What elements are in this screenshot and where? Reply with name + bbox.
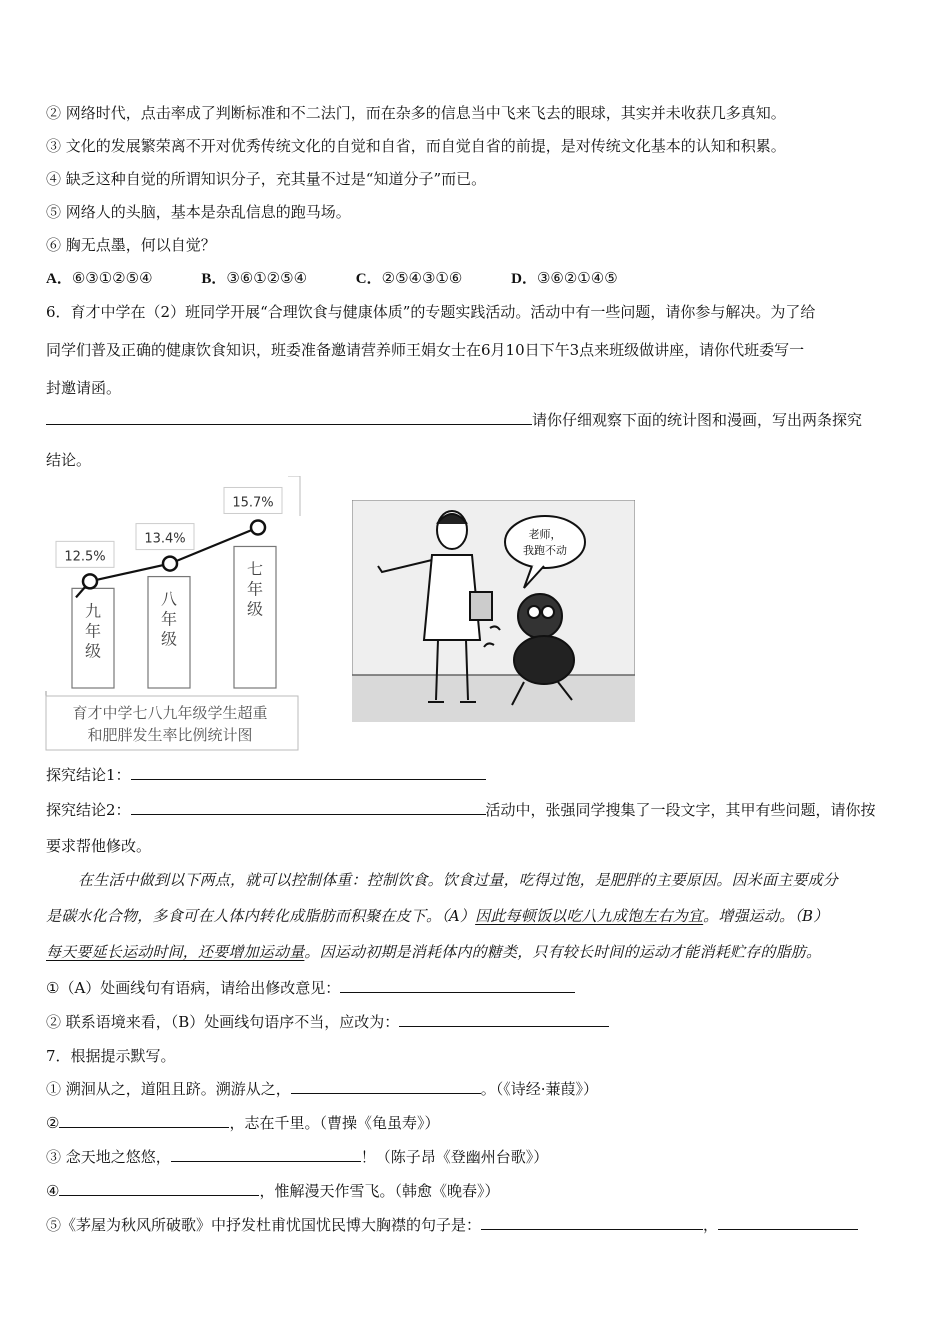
bar-1-label-char: 九 xyxy=(84,601,102,621)
q5-item-6: ⑥ 胸无点墨，何以自觉？ xyxy=(46,236,216,254)
q6-line4: 请你仔细观察下面的统计图和漫画，写出两条探究 xyxy=(46,410,862,430)
option-a[interactable]: A．⑥③①②⑤④ xyxy=(46,269,153,287)
q7-blank-5a[interactable] xyxy=(481,1215,703,1230)
conclusion-2-blank[interactable] xyxy=(131,800,486,815)
bar-2-label-char: 年 xyxy=(160,609,178,629)
bar-3-label-char: 年 xyxy=(246,579,264,599)
q7-line2: ② ，志在千里。（曹操《龟虽寿》） xyxy=(46,1114,440,1132)
passage-line2: 是碳水化合物，多食可在人体内转化成脂肪而积聚在皮下。（A）因此每顿饭以吃八九成饱左右为宜。增强运动。（B） xyxy=(46,907,829,925)
bar-1-label-char: 级 xyxy=(84,641,102,661)
conclusion-2: 探究结论2： 活动中，张强同学搜集了一段文字，其甲有些问题，请你按 xyxy=(46,801,876,819)
q5-item-3: ③ 文化的发展繁荣离不开对优秀传统文化的自觉和自省，而自觉自省的前提，是对传统文化基本的认知和积累。 xyxy=(46,137,786,155)
invitation-blank[interactable] xyxy=(46,410,532,425)
q5-item-4: ④ 缺乏这种自觉的所谓知识分子，充其量不过是“知道分子”而已。 xyxy=(46,170,487,188)
data-point-2 xyxy=(163,557,177,571)
cartoon-illustration xyxy=(352,500,635,722)
q6-line1: 6．育才中学在（2）班同学开展“合理饮食与健康体质”的专题实践活动。活动中有一些问题，请你参与解决。为了给 xyxy=(46,303,816,321)
q7-blank-3[interactable] xyxy=(171,1147,361,1162)
bar-1-label-char: 年 xyxy=(84,621,102,641)
q7-line4: ④ ，惟解漫天作雪飞。（韩愈《晚春》） xyxy=(46,1182,500,1200)
chart-title-line-1: 育才中学七八九年级学生超重 xyxy=(72,704,268,722)
conclusion-2-line2: 要求帮他修改。 xyxy=(46,837,152,855)
q6-line2: 同学们普及正确的健康饮食知识，班委准备邀请营养师王娟女士在6月10日下午3点来班级做讲座，请你代班委写一 xyxy=(46,341,805,359)
sub-question-1: ①（A）处画线句有语病，请给出修改意见： xyxy=(46,978,575,998)
passage-line3: 每天要延长运动时间，还要增加运动量。因运动初期是消耗体内的糖类，只有较长时间的运动才能消耗贮存的脂肪。 xyxy=(46,943,822,961)
bar-2-label-char: 级 xyxy=(160,629,178,649)
conclusion-1: 探究结论1： xyxy=(46,765,486,785)
q5-options xyxy=(46,268,662,289)
q7-blank-4[interactable] xyxy=(59,1181,259,1196)
sub-question-1-blank[interactable] xyxy=(340,978,575,993)
option-c[interactable]: C．②⑤④③①⑥ xyxy=(355,269,463,287)
bubble-line-1: 老师， xyxy=(528,528,562,541)
data-label-1: 12.5% xyxy=(64,549,106,565)
sub-question-2-blank[interactable] xyxy=(399,1012,609,1027)
q6-line5: 结论。 xyxy=(46,451,92,469)
option-d[interactable]: D．③⑥②①④⑤ xyxy=(511,269,618,287)
q7-title: 7．根据提示默写。 xyxy=(46,1047,176,1065)
q7-blank-2[interactable] xyxy=(59,1113,229,1128)
data-label-3: 15.7% xyxy=(232,495,274,511)
option-b[interactable]: B．③⑥①②⑤④ xyxy=(201,269,308,287)
data-label-2: 13.4% xyxy=(144,531,186,547)
bubble-line-2: 我跑不动 xyxy=(523,544,567,557)
data-point-1 xyxy=(83,574,97,588)
underlined-sentence-b: 每天要延长运动时间，还要增加运动量 xyxy=(46,943,305,961)
q7-line5: ⑤《茅屋为秋风所破歌》中抒发杜甫忧国忧民博大胸襟的句子是： ， xyxy=(46,1215,858,1235)
passage-line1: 在生活中做到以下两点，就可以控制体重：控制饮食。饮食过量，吃得过饱，是肥胖的主要原因。因米面主要成分 xyxy=(78,871,839,889)
q5-item-2: ② 网络时代，点击率成了判断标准和不二法门，而在杂多的信息当中飞来飞去的眼球，其实并未收获几多真知。 xyxy=(46,104,786,122)
bar-2-label-char: 八 xyxy=(160,589,178,609)
bar-3-label-char: 级 xyxy=(246,599,264,619)
q7-blank-1[interactable] xyxy=(291,1079,481,1094)
conclusion-1-blank[interactable] xyxy=(131,765,486,780)
q6-line3: 封邀请函。 xyxy=(46,379,122,397)
data-point-3 xyxy=(251,520,265,534)
obesity-rate-chart xyxy=(40,476,306,752)
sub-question-2: ② 联系语境来看，（B）处画线句语序不当，应改为： xyxy=(46,1012,609,1032)
q7-line1: ① 溯洄从之，道阻且跻。溯游从之， 。（《诗经·蒹葭》） xyxy=(46,1080,599,1098)
q7-blank-5b[interactable] xyxy=(718,1215,858,1230)
q5-item-5: ⑤ 网络人的头脑，基本是杂乱信息的跑马场。 xyxy=(46,203,351,221)
q7-line3: ③ 念天地之悠悠， ！（陈子昂《登幽州台歌》） xyxy=(46,1148,549,1166)
chart-title-line-2: 和肥胖发生率比例统计图 xyxy=(87,726,253,744)
underlined-sentence-a: 因此每顿饭以吃八九成饱左右为宜 xyxy=(475,907,704,925)
bar-3-label-char: 七 xyxy=(246,559,264,579)
